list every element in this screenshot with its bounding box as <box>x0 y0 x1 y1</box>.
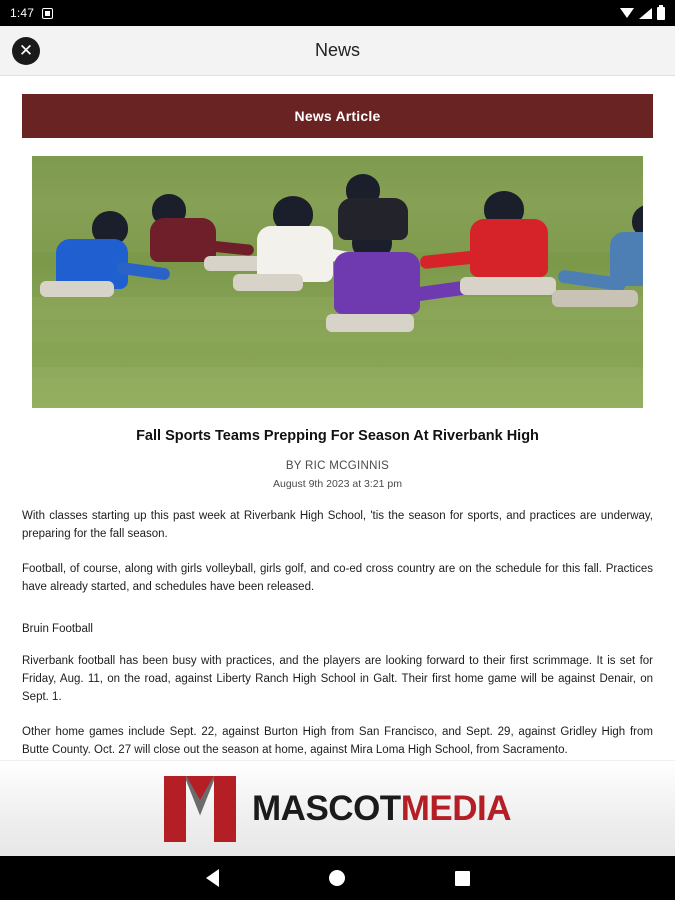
article-paragraph: With classes starting up this past week at Riverbank High School, 'tis the season for sports, and practices are underway, preparing for the fall season. <box>22 509 653 540</box>
status-bar <box>0 0 675 26</box>
mascot-m-logo-icon <box>164 776 236 842</box>
article-scroll-area[interactable] <box>0 76 675 760</box>
close-icon[interactable]: ✕ <box>12 37 40 65</box>
footer-branding <box>0 760 675 856</box>
signal-icon <box>639 8 652 19</box>
article-paragraph: Football, of course, along with girls volleyball, girls golf, and co-ed cross country are on the schedule for this fall. Practices have already started, and schedules have been released. <box>22 563 653 594</box>
article-headline: Fall Sports Teams Prepping For Season At Riverbank High <box>136 427 539 444</box>
article-paragraph: Riverbank football has been busy with practices, and the players are looking forward to their first scrimmage. It is set for Friday, Aug. 11, on the road, against Liberty Ranch High School in Galt. Their first home game will be against Denair, on Sept. 1. <box>22 654 653 703</box>
status-bar-right <box>620 7 665 20</box>
article-subheading: Bruin Football <box>22 622 93 635</box>
article-paragraph: Other home games include Sept. 22, against Burton High from San Francisco, and Sept. 29, against Gridley High from Butte County. Oct. 27 will close out the season at home, against Mira Loma High School, from Sacramento. <box>22 726 653 757</box>
brand-name-primary: MASCOT <box>252 788 401 828</box>
screenshot-icon <box>42 8 53 19</box>
battery-icon <box>657 7 665 20</box>
article-image <box>32 156 643 408</box>
brand-name-secondary: MEDIA <box>400 788 511 828</box>
section-header: News Article <box>22 94 653 138</box>
article-byline: BY RIC MCGINNIS <box>285 459 390 472</box>
system-nav-bar <box>0 856 675 900</box>
status-bar-left <box>10 6 53 20</box>
home-nav-icon[interactable] <box>329 870 345 886</box>
page-title: News <box>314 40 360 60</box>
wifi-icon <box>620 8 634 18</box>
app-bar <box>0 26 675 76</box>
brand-wordmark <box>252 789 511 829</box>
article-publish-date: August 9th 2023 at 3:21 pm <box>272 477 402 490</box>
status-clock: 1:47 <box>10 6 35 20</box>
back-nav-icon[interactable] <box>206 869 219 887</box>
article-body <box>0 408 675 760</box>
recents-nav-icon[interactable] <box>455 871 470 886</box>
